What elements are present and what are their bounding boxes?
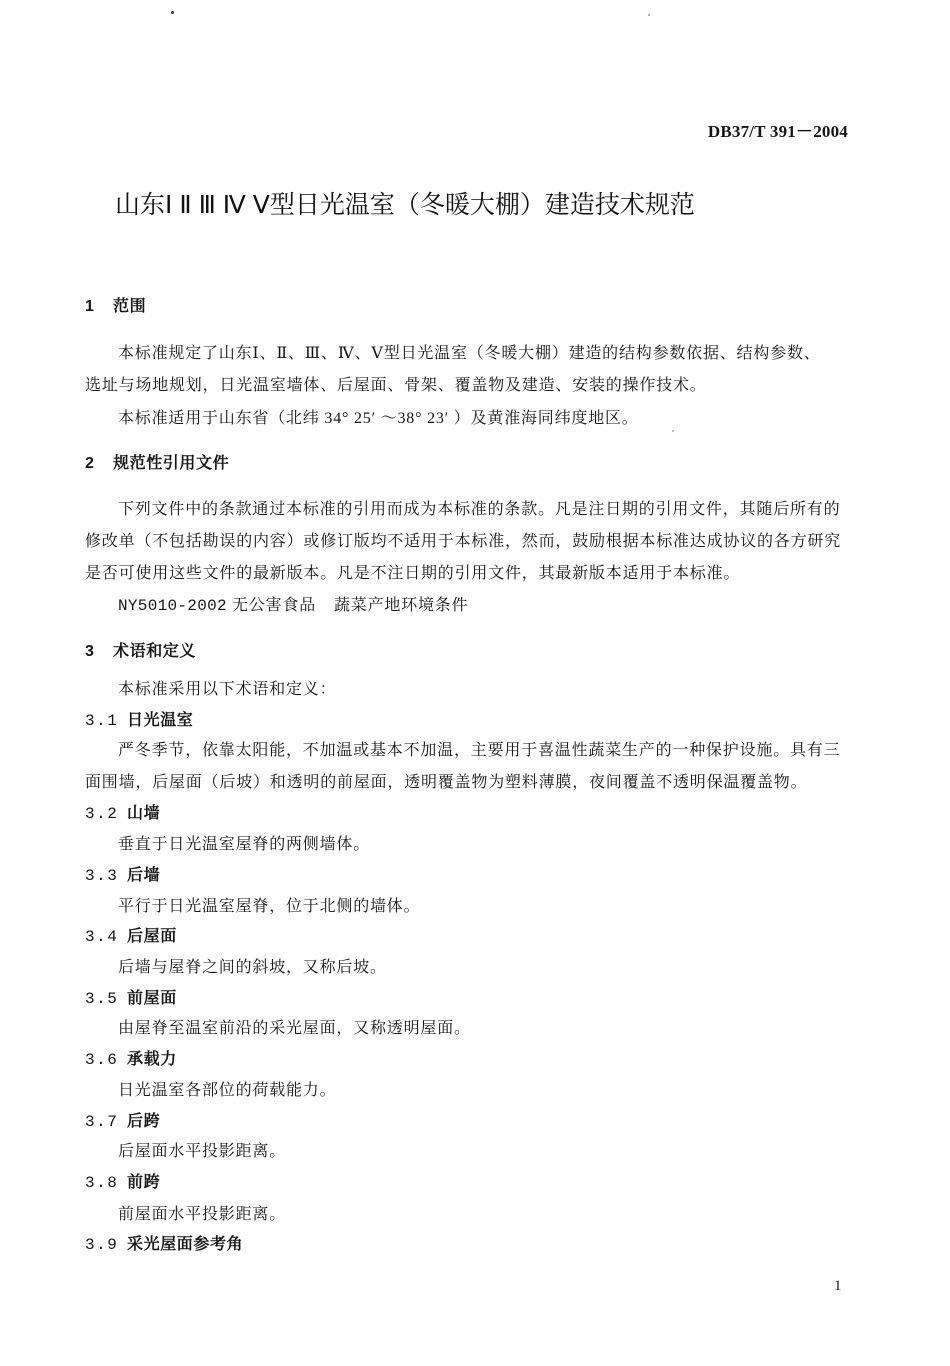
scan-speck	[171, 11, 174, 14]
term-name: 后跨	[127, 1113, 161, 1130]
term-definition-line: 日光温室各部位的荷载能力。	[118, 1082, 337, 1099]
document-title: 山东Ⅰ Ⅱ Ⅲ Ⅳ Ⅴ型日光温室（冬暖大棚）建造技术规范	[115, 191, 695, 219]
section-2-number: 2	[85, 455, 95, 472]
standard-code: DB37/T 391－2004	[707, 122, 848, 141]
term-definition-line: 平行于日光温室屋脊，位于北侧的墙体。	[118, 898, 421, 915]
section-2-paragraph-line-2: 修改单（不包括勘误的内容）或修订版均不适用于本标准，然而，鼓励根据本标准达成协议的各方研究	[85, 533, 842, 550]
reference-code: NY5010-2002	[118, 597, 227, 615]
section-2-paragraph-line-1: 下列文件中的条款通过本标准的引用而成为本标准的条款。凡是注日期的引用文件，其随后所有的	[118, 501, 841, 518]
term-number: 3.7	[85, 1113, 119, 1131]
term-number: 3.5	[85, 990, 119, 1008]
term-number: 3.4	[85, 928, 119, 946]
term-name: 采光屋面参考角	[127, 1236, 244, 1253]
term-name: 后墙	[127, 867, 161, 884]
term-definition-line: 垂直于日光温室屋脊的两侧墙体。	[118, 836, 371, 853]
term-definition-line: 后屋面水平投影距离。	[118, 1143, 287, 1160]
term-name: 山墙	[127, 805, 161, 822]
section-2-paragraph-line-3: 是否可使用这些文件的最新版本。凡是不注日期的引用文件，其最新版本适用于本标准。	[85, 565, 741, 582]
section-1-paragraph-1-line-1: 本标准规定了山东Ⅰ、Ⅱ、Ⅲ、Ⅳ、Ⅴ型日光温室（冬暖大棚）建造的结构参数依据、结构参数、	[118, 345, 821, 362]
section-3-number: 3	[85, 643, 95, 660]
term-definition-line: 后墙与屋脊之间的斜坡，又称后坡。	[118, 959, 387, 976]
term-definition-line: 前屋面水平投影距离。	[118, 1206, 287, 1223]
section-2-heading: 规范性引用文件	[113, 455, 230, 472]
term-number: 3.8	[85, 1174, 119, 1192]
term-number: 3.1	[85, 712, 119, 730]
term-definition-line: 由屋脊至温室前沿的采光屋面，又称透明屋面。	[118, 1020, 471, 1037]
term-name: 后屋面	[127, 928, 177, 945]
term-number: 3.6	[85, 1051, 119, 1069]
term-definition-line: 面围墙，后屋面（后坡）和透明的前屋面，透明覆盖物为塑料薄膜，夜间覆盖不透明保温覆盖物。	[85, 774, 808, 791]
section-1-paragraph-1-line-2: 选址与场地规划，日光温室墙体、后屋面、骨架、覆盖物及建造、安装的操作技术。	[85, 377, 707, 394]
term-number: 3.9	[85, 1236, 119, 1254]
page-number: 1	[834, 1278, 843, 1294]
section-1-paragraph-2-line-1: 本标准适用于山东省（北纬 34° 25′ ～38° 23′ ）及黄淮海同纬度地区。	[118, 410, 639, 427]
reference-title-part-1: 无公害食品	[232, 597, 317, 614]
scan-speck	[672, 430, 674, 432]
reference-title-part-2: 蔬菜产地环境条件	[334, 597, 469, 614]
scan-speck	[648, 14, 650, 16]
term-name: 承载力	[127, 1051, 177, 1068]
section-1-number: 1	[85, 298, 95, 315]
term-name: 日光温室	[127, 712, 194, 729]
term-number: 3.2	[85, 805, 119, 823]
term-name: 前跨	[127, 1174, 161, 1191]
term-number: 3.3	[85, 867, 119, 885]
term-definition-line: 严冬季节，依靠太阳能，不加温或基本不加温，主要用于喜温性蔬菜生产的一种保护设施。具有三	[118, 742, 841, 759]
term-name: 前屋面	[127, 990, 177, 1007]
section-3-heading: 术语和定义	[113, 643, 197, 660]
section-3-intro: 本标准采用以下术语和定义：	[118, 681, 337, 698]
section-1-heading: 范围	[113, 298, 147, 315]
